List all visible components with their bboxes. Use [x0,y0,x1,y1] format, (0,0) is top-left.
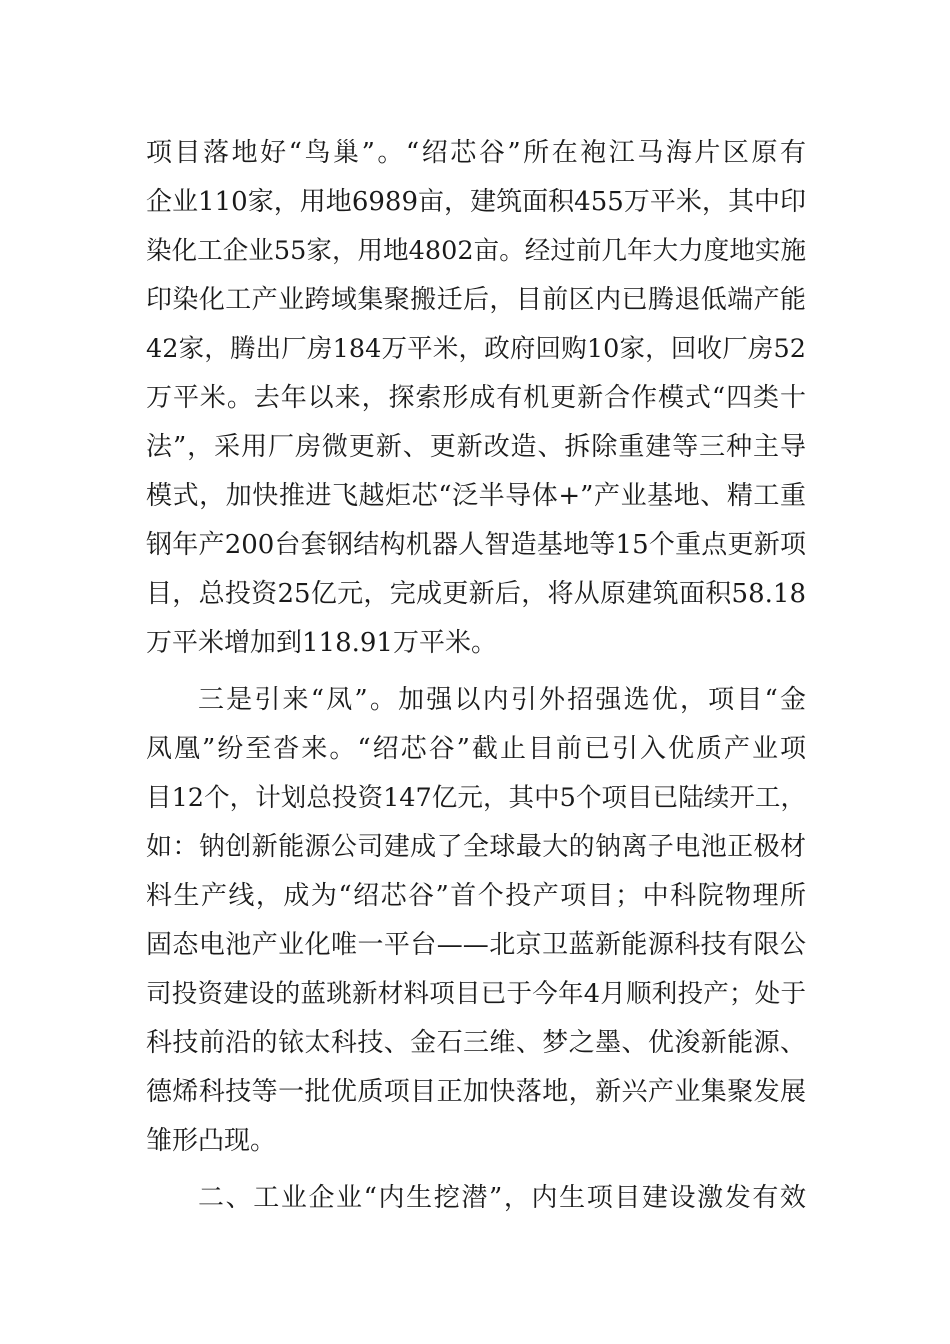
text-line: 企业110家，用地6989亩，建筑面积455万平米，其中印 [146,187,806,217]
text-line: 如：钠创新能源公司建成了全球最大的钠离子电池正极材 [146,832,806,862]
text-line: 万平米。去年以来，探索形成有机更新合作模式“四类十 [146,383,806,413]
text-line: 目，总投资25亿元，完成更新后，将从原建筑面积58.18 [146,579,806,609]
text-line: 染化工企业55家，用地4802亩。经过前几年大力度地实施 [146,236,806,266]
text-line: 凤凰”纷至沓来。“绍芯谷”截止目前已引入优质产业项 [146,734,806,764]
section-heading-line: 二、工业企业“内生挖潜”，内生项目建设激发有效 [198,1183,806,1213]
text-line: 雏形凸现。 [146,1126,277,1156]
paragraph-start-line: 三是引来“凤”。加强以内引外招强选优，项目“金 [198,685,806,715]
text-line: 42家，腾出厂房184万平米，政府回购10家，回收厂房52 [146,334,806,364]
text-line: 万平米增加到118.91万平米。 [146,628,497,658]
text-line: 司投资建设的蓝珧新材料项目已于今年4月顺利投产；处于 [146,979,806,1009]
text-line: 法”，采用厂房微更新、更新改造、拆除重建等三种主导 [146,432,806,462]
text-line: 模式，加快推进飞越炬芯“泛半导体+”产业基地、精工重 [146,481,806,511]
text-line: 印染化工产业跨域集聚搬迁后，目前区内已腾退低端产能 [146,285,806,315]
text-line: 目12个，计划总投资147亿元，其中5个项目已陆续开工， [146,783,806,813]
text-line: 固态电池产业化唯一平台——北京卫蓝新能源科技有限公 [146,930,806,960]
text-line: 德烯科技等一批优质项目正加快落地，新兴产业集聚发展 [146,1077,806,1107]
text-line: 项目落地好“鸟巢”。“绍芯谷”所在袍江马海片区原有 [146,138,806,168]
text-line: 钢年产200台套钢结构机器人智造基地等15个重点更新项 [146,530,806,560]
text-line: 科技前沿的铱太科技、金石三维、梦之墨、优浚新能源、 [146,1028,806,1058]
text-line: 料生产线，成为“绍芯谷”首个投产项目；中科院物理所 [146,881,806,911]
